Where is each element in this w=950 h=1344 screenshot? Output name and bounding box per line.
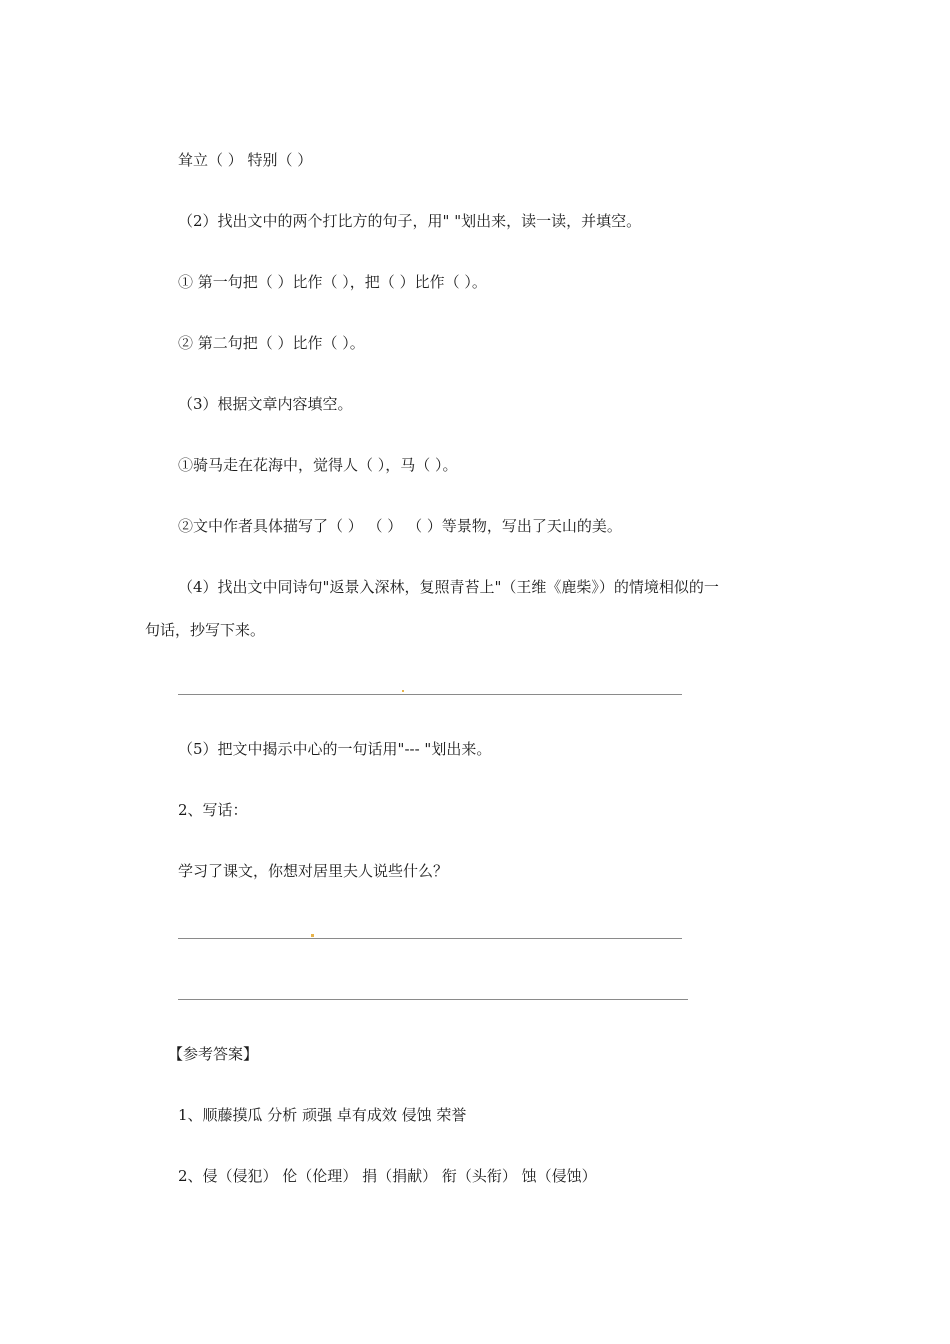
answer-key-2: 2、侵（侵犯） 伦（伦理） 捐（捐献） 衔（头衔） 蚀（侵蚀） <box>178 1167 597 1185</box>
writing-line-1 <box>178 938 682 939</box>
answer-line-q4 <box>178 694 682 695</box>
vocab-blank-line: 耸立（ ） 特别（ ） <box>178 151 313 169</box>
question-2-fill-1: ① 第一句把（ ）比作（ ），把（ ）比作（ ）。 <box>178 273 487 291</box>
question-4-prompt-cont: 句话，抄写下来。 <box>145 621 266 639</box>
question-2-prompt: （2）找出文中的两个打比方的句子，用" "划出来，读一读，并填空。 <box>178 212 642 230</box>
question-3-prompt: （3）根据文章内容填空。 <box>178 395 353 413</box>
writing-task-prompt: 学习了课文，你想对居里夫人说些什么？ <box>178 862 449 880</box>
scan-speck <box>402 690 404 692</box>
question-5-prompt: （5）把文中揭示中心的一句话用"--- "划出来。 <box>178 740 492 758</box>
writing-line-2 <box>178 999 688 1000</box>
question-2-fill-2: ② 第二句把（ ）比作（ ）。 <box>178 334 365 352</box>
question-4-prompt: （4）找出文中同诗句"返景入深林，复照青苔上"（王维《鹿柴》）的情境相似的一 <box>178 578 719 596</box>
scan-speck <box>311 934 314 937</box>
question-3-fill-2: ②文中作者具体描写了（ ） （ ） （ ）等景物，写出了天山的美。 <box>178 517 622 535</box>
answer-key-heading: 【参考答案】 <box>168 1045 259 1063</box>
question-3-fill-1: ①骑马走在花海中，觉得人（ ），马（ ）。 <box>178 456 458 474</box>
answer-key-1: 1、顺藤摸瓜 分析 顽强 卓有成效 侵蚀 荣誉 <box>178 1106 467 1124</box>
writing-task-heading: 2、写话： <box>178 801 248 819</box>
